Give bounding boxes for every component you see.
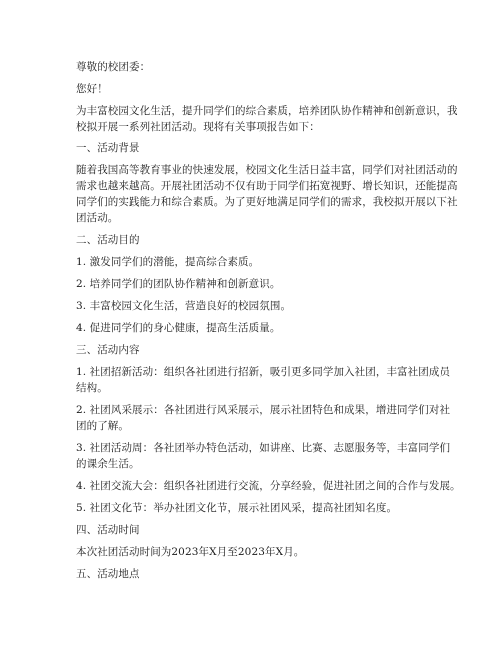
section-heading-background: 一、活动背景: [76, 142, 140, 154]
content-item-continued: 团的了解。: [76, 420, 129, 432]
section-heading-purpose: 二、活动目的: [76, 234, 140, 246]
intro-line: 校拟开展一系列社团活动。现将有关事项报告如下：: [76, 121, 320, 133]
background-line: 同学们的实践能力和综合素质。为了更好地满足同学们的需求，我校拟开展以下社: [76, 196, 458, 208]
greeting: 您好！: [76, 83, 108, 95]
background-line: 随着我国高等教育事业的快速发展，校园文化生活日益丰富，同学们对社团活动的: [76, 164, 458, 176]
background-line: 团活动。: [76, 212, 119, 224]
content-item: 5. 社团文化节：举办社团文化节，展示社团风采，提高社团知名度。: [76, 502, 398, 514]
purpose-item: 3. 丰富校园文化生活，营造良好的校园氛围。: [76, 300, 292, 312]
section-heading-time: 四、活动时间: [76, 524, 140, 536]
time-line: 本次社团活动时间为2023年X月至2023年X月。: [76, 546, 305, 558]
content-item: 1. 社团招新活动：组织各社团进行招新，吸引更多同学加入社团，丰富社团成员: [76, 366, 451, 378]
content-item: 2. 社团风采展示：各社团进行风采展示，展示社团特色和成果，增进同学们对社: [76, 404, 451, 416]
content-item: 4. 社团交流大会：组织各社团进行交流，分享经验，促进社团之间的合作与发展。: [76, 480, 461, 492]
content-item-continued: 结构。: [76, 382, 108, 394]
content-item-continued: 的课余生活。: [76, 458, 140, 470]
intro-line: 为丰富校园文化生活，提升同学们的综合素质，培养团队协作精神和创新意识，我: [76, 105, 458, 117]
salutation: 尊敬的校团委：: [76, 61, 151, 73]
background-line: 需求也越来越高。开展社团活动不仅有助于同学们拓宽视野、增长知识，还能提高: [76, 180, 458, 192]
content-item: 3. 社团活动周：各社团举办特色活动，如讲座、比赛、志愿服务等，丰富同学们: [76, 442, 451, 454]
section-heading-content: 三、活动内容: [76, 344, 140, 356]
purpose-item: 4. 促进同学们的身心健康，提高生活质量。: [76, 322, 281, 334]
purpose-item: 1. 激发同学们的潜能，提高综合素质。: [76, 256, 260, 268]
purpose-item: 2. 培养同学们的团队协作精神和创新意识。: [76, 278, 281, 290]
section-heading-location: 五、活动地点: [76, 568, 140, 580]
